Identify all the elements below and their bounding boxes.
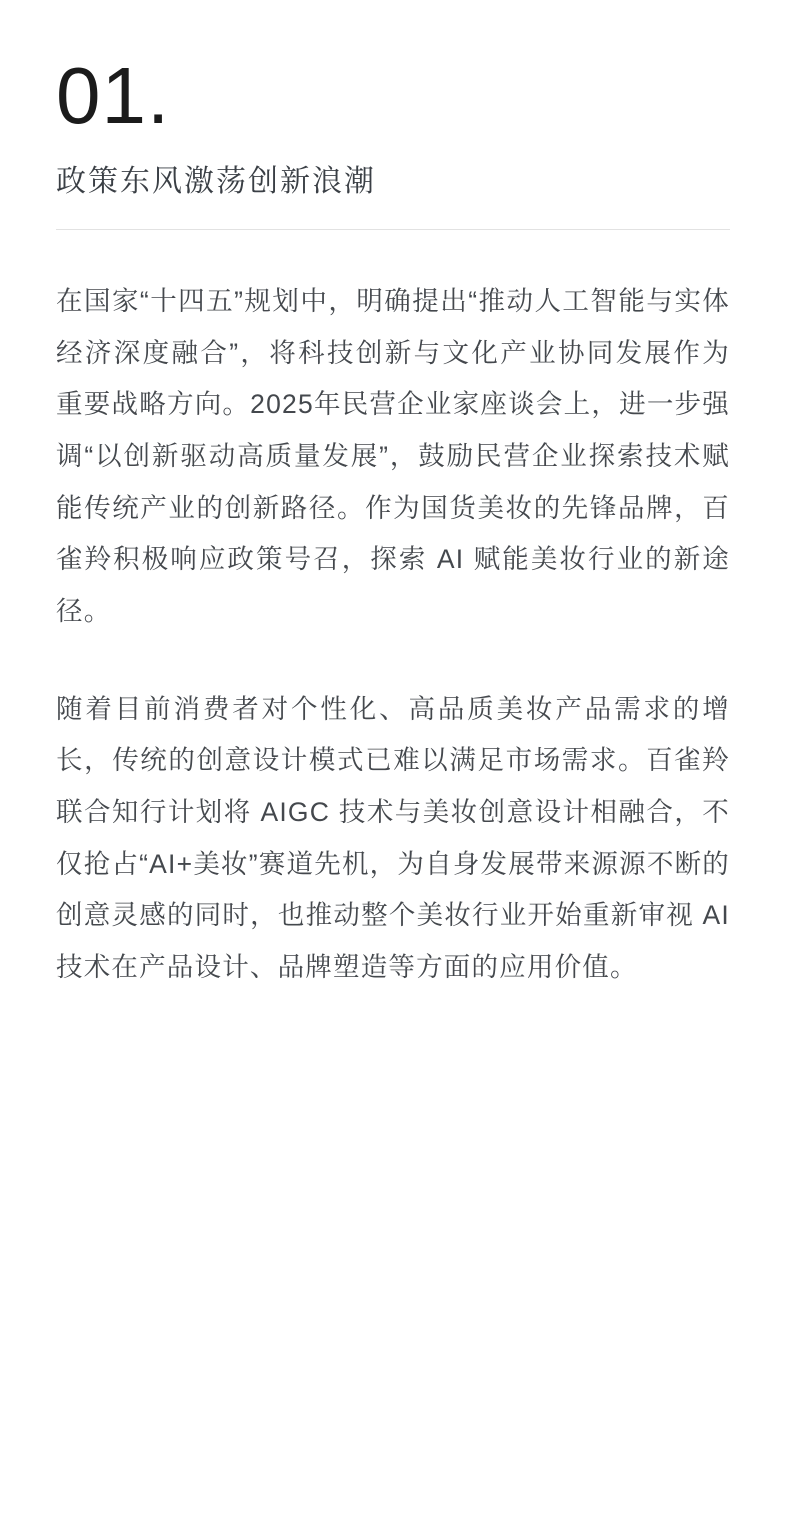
section-number: 01. — [56, 51, 171, 140]
body-paragraph: 在国家“十四五”规划中，明确提出“推动人工智能与实体经济深度融合”，将科技创新与文化产业协同发展作为重要战略方向。2025年民营企业家座谈会上，进一步强调“以创新驱动高质量发展”，鼓励民营企业探索技术赋能传统产业的创新路径。作为国货美妆的先锋品牌，百雀羚积极响应政策号召，探索 AI 赋能美妆行业的新途径。 — [56, 286, 730, 627]
body-paragraph: 随着目前消费者对个性化、高品质美妆产品需求的增长，传统的创意设计模式已难以满足市场需求。百雀羚联合知行计划将 AIGC 技术与美妆创意设计相融合，不仅抢占“AI+美妆”赛道先机，为自身发展带来源源不断的创意灵感的同时，也推动整个美妆行业开始重新审视 AI 技术在产品设计、品牌塑造等方面的应用价值。 — [56, 693, 730, 983]
section-title: 政策东风激荡创新浪潮 — [56, 165, 376, 198]
title-divider — [56, 229, 730, 230]
